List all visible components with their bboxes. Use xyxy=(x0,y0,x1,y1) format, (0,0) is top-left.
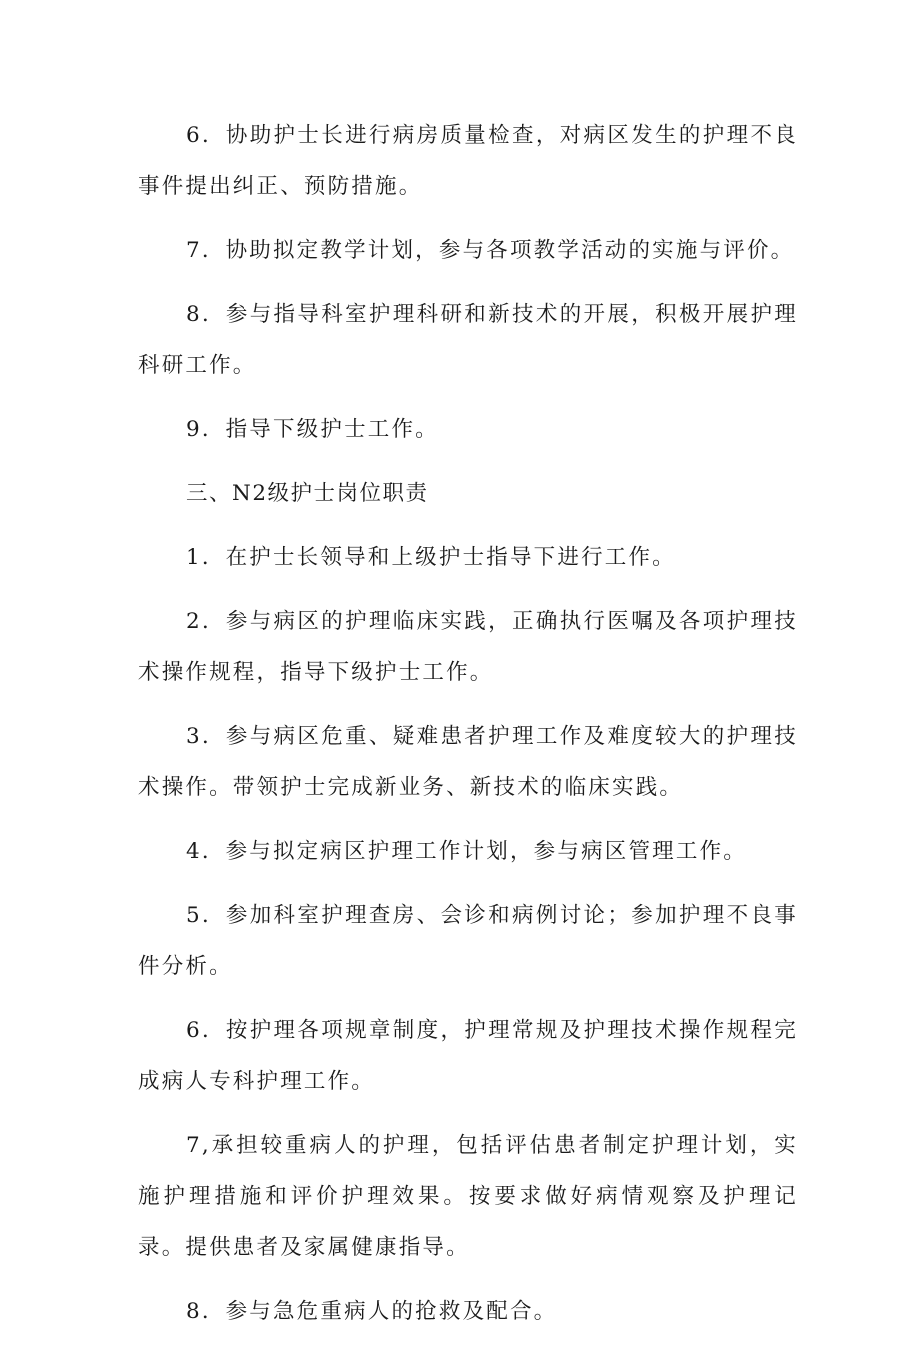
document-body xyxy=(138,110,798,1350)
paragraph-item-6: 6．协助护士长进行病房质量检查，对病区发生的护理不良事件提出纠正、预防措施。 xyxy=(138,123,798,199)
duty-item-6: 6．按护理各项规章制度，护理常规及护理技术操作规程完成病人专科护理工作。 xyxy=(138,1018,798,1094)
paragraph-item-7: 7．协助拟定教学计划，参与各项教学活动的实施与评价。 xyxy=(186,238,795,263)
duty-item-5: 5．参加科室护理查房、会诊和病例讨论；参加护理不良事件分析。 xyxy=(138,903,798,979)
paragraph-item-8: 8．参与指导科室护理科研和新技术的开展，积极开展护理科研工作。 xyxy=(138,302,798,378)
duty-item-4: 4．参与拟定病区护理工作计划，参与病区管理工作。 xyxy=(186,839,747,864)
duty-item-2: 2．参与病区的护理临床实践，正确执行医嘱及各项护理技术操作规程，指导下级护士工作。 xyxy=(138,609,798,685)
duty-item-1: 1．在护士长领导和上级护士指导下进行工作。 xyxy=(186,545,676,570)
paragraph-item-9: 9．指导下级护士工作。 xyxy=(186,417,439,442)
duty-item-8: 8．参与急危重病人的抢救及配合。 xyxy=(186,1299,558,1324)
section-heading: 三、N2级护士岗位职责 xyxy=(186,481,429,506)
duty-item-3: 3．参与病区危重、疑难患者护理工作及难度较大的护理技术操作。带领护士完成新业务、新技术的临床实践。 xyxy=(138,724,798,800)
duty-item-7: 7,承担较重病人的护理，包括评估患者制定护理计划，实施护理措施和评价护理效果。按要求做好病情观察及护理记录。提供患者及家属健康指导。 xyxy=(138,1133,798,1260)
